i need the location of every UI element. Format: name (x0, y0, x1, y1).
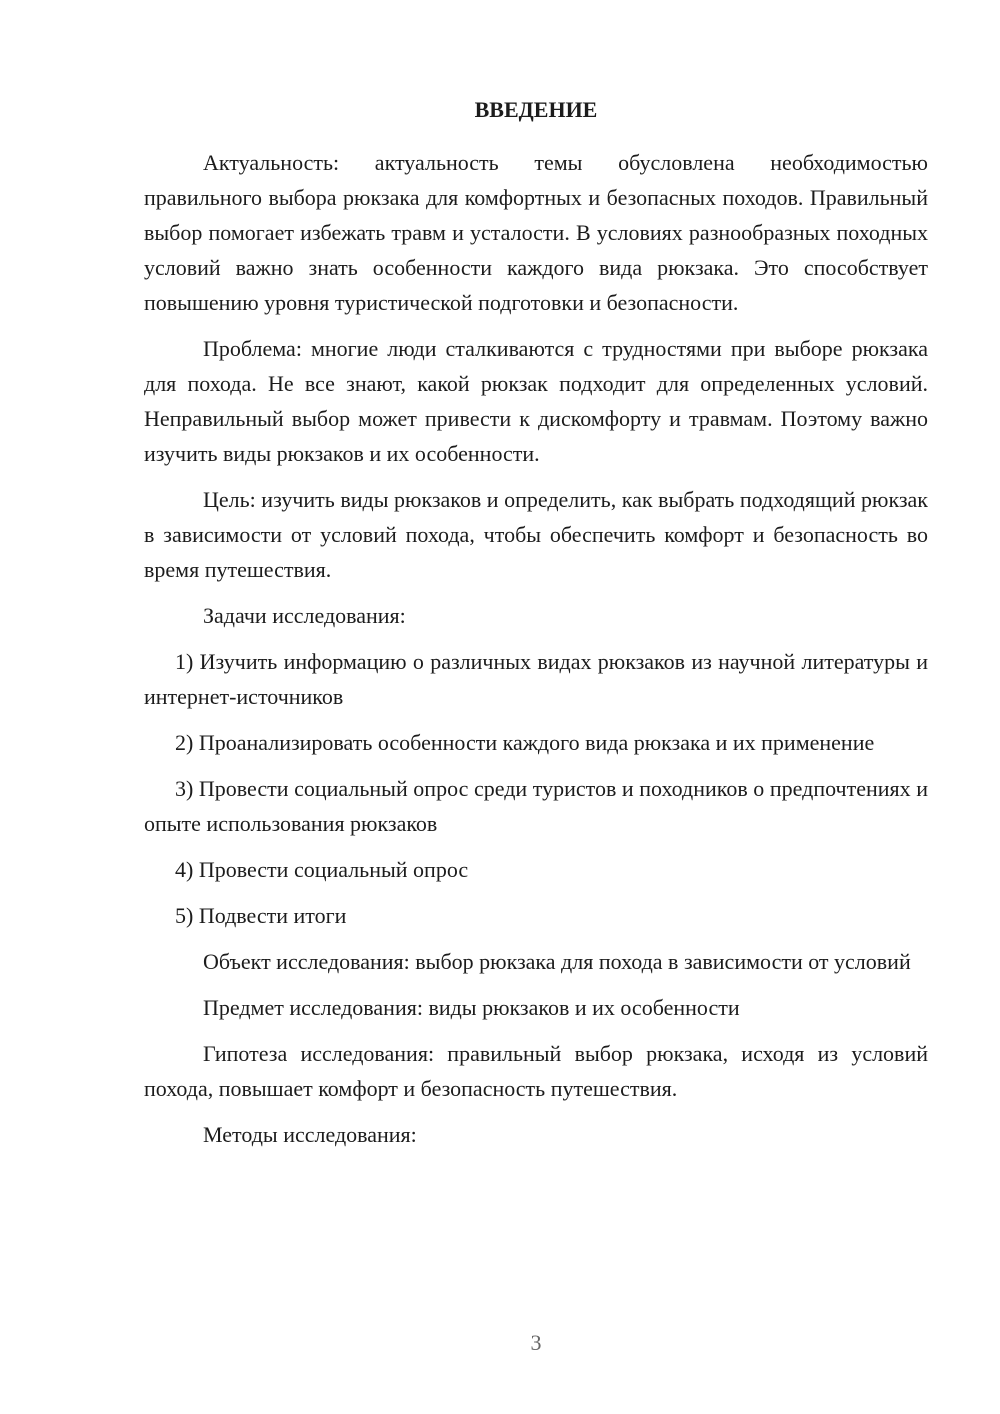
task-item-5: 5) Подвести итоги (175, 903, 347, 928)
page-number: 3 (530, 1330, 542, 1355)
problem-paragraph: Проблема: многие люди сталкиваются с трудностями при выборе рюкзака для похода. Не все знают, какой рюкзак подходит для определенных условий. Неправильный выбор может привести к дискомфорту и травмам. Поэтому важно изучить виды рюкзаков и их особенности. (144, 336, 928, 466)
task-item-2: 2) Проанализировать особенности каждого вида рюкзака и их применение (175, 730, 875, 755)
hypothesis-paragraph: Гипотеза исследования: правильный выбор рюкзака, исходя из условий похода, повышает комфорт и безопасность путешествия. (144, 1041, 928, 1101)
task-item-4: 4) Провести социальный опрос (175, 857, 469, 882)
methods-heading: Методы исследования: (203, 1122, 417, 1147)
relevance-paragraph: Актуальность: актуальность темы обусловлена необходимостью правильного выбора рюкзака для комфортных и безопасных походов. Правильный выбор помогает избежать травм и усталости. В условиях разнообразных походных условий важно знать особенности каждого вида рюкзака. Это способствует повышению уровня туристической подготовки и безопасности. (144, 150, 928, 315)
task-item-3: 3) Провести социальный опрос среди туристов и походников о предпочтениях и опыте использования рюкзаков (144, 776, 928, 836)
goal-paragraph: Цель: изучить виды рюкзаков и определить, как выбрать подходящий рюкзак в зависимости от условий похода, чтобы обеспечить комфорт и безопасность во время путешествия. (144, 487, 928, 582)
subject-paragraph: Предмет исследования: виды рюкзаков и их особенности (203, 995, 740, 1020)
section-title: ВВЕДЕНИЕ (474, 97, 598, 122)
task-item-1: 1) Изучить информацию о различных видах рюкзаков из научной литературы и интернет-источников (144, 649, 928, 709)
tasks-heading: Задачи исследования: (203, 603, 406, 628)
page-content (144, 92, 928, 1152)
object-paragraph: Объект исследования: выбор рюкзака для похода в зависимости от условий (203, 949, 911, 974)
